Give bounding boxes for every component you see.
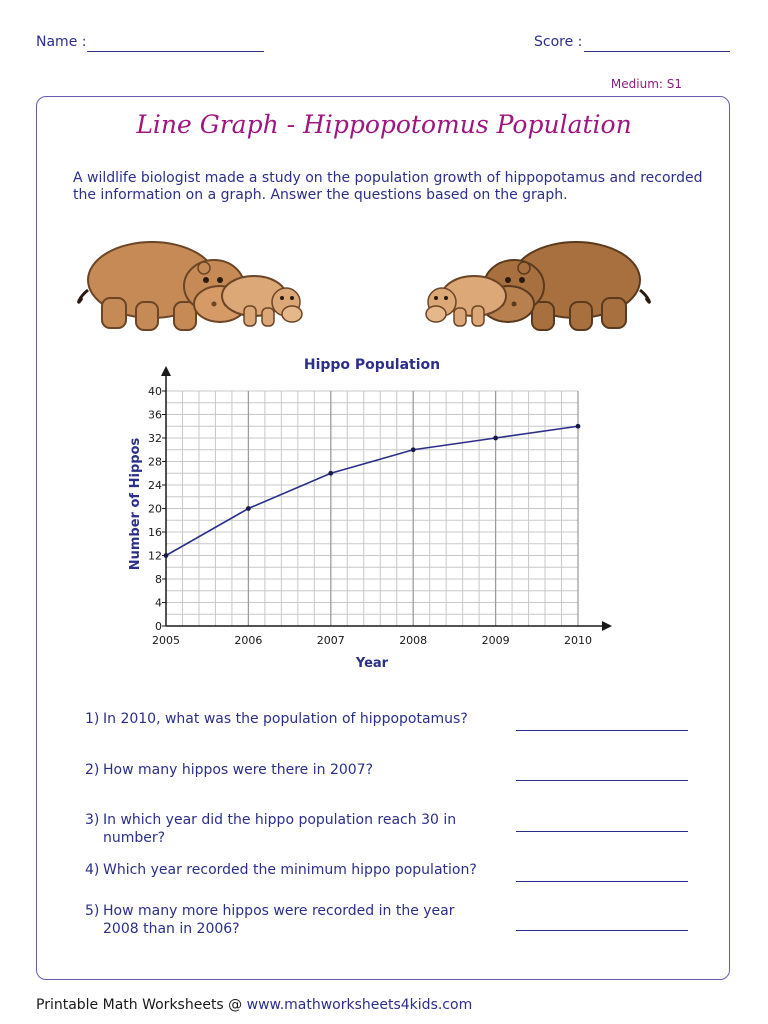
x-tick-label: 2009 [481,634,510,647]
question-number: 1) [85,711,100,727]
y-tick-label: 8 [155,573,162,586]
y-tick-label: 0 [155,620,162,633]
data-point [493,436,498,441]
question-number: 3) [85,812,100,828]
data-point [411,447,416,452]
y-tick-label: 28 [148,455,162,469]
question-number: 5) [85,903,100,919]
y-tick-label: 16 [148,526,162,539]
level-badge: Medium: S1 [610,77,682,91]
question-1 [85,710,495,728]
y-tick-label: 32 [148,432,162,445]
question-text: How many more hippos were recorded in the year 2008 than in 2006? [103,903,455,937]
question-4 [85,861,495,879]
answer-field-1[interactable] [516,730,688,731]
chart-title: Hippo Population [303,357,441,373]
question-5 [85,902,495,938]
x-tick-label: 2006 [234,634,263,647]
y-tick-label: 24 [148,479,162,492]
answer-field-5[interactable] [516,930,688,931]
answer-field-4[interactable] [516,881,688,882]
answer-field-2[interactable] [516,780,688,781]
question-text: In 2010, what was the population of hippopotamus? [103,711,468,727]
question-text: How many hippos were there in 2007? [103,762,373,778]
question-2 [85,761,495,779]
footer-label: Printable Math Worksheets @ [36,997,243,1013]
data-point [246,506,251,511]
x-tick-label: 2007 [316,634,345,647]
x-tick-label: 2005 [152,634,180,647]
y-tick-label: 36 [148,408,162,422]
data-point [328,471,333,476]
y-tick-label: 4 [155,596,162,610]
footer [36,997,472,1013]
x-tick-label: 2010 [564,634,592,647]
page-title: Line Graph - Hippopotomus Population [136,110,632,139]
answer-field-3[interactable] [516,831,688,832]
footer-link[interactable]: www.mathworksheets4kids.com [246,997,473,1013]
name-label: Name : [36,34,87,50]
y-tick-label: 12 [148,549,162,563]
question-number: 2) [85,762,100,778]
x-tick-label: 2008 [399,634,428,647]
y-axis-arrow-icon [161,366,171,376]
series-line [166,426,578,555]
question-3 [85,811,495,847]
y-tick-label: 20 [148,502,162,516]
question-text: Which year recorded the minimum hippo population? [103,862,477,878]
data-point [576,424,581,429]
x-axis-label: Year [355,656,389,671]
y-tick-label: 40 [148,385,162,398]
y-axis-label: Number of Hippos [128,437,143,571]
x-axis-arrow-icon [602,621,612,631]
question-text: In which year did the hippo population reach 30 in number? [103,812,457,846]
intro-text: A wildlife biologist made a study on the population growth of hippopotamus and recorded the information on a graph. Answer the questions based on the graph. [73,170,703,203]
score-label: Score : [534,34,583,50]
question-number: 4) [85,862,100,878]
data-point [164,553,169,558]
